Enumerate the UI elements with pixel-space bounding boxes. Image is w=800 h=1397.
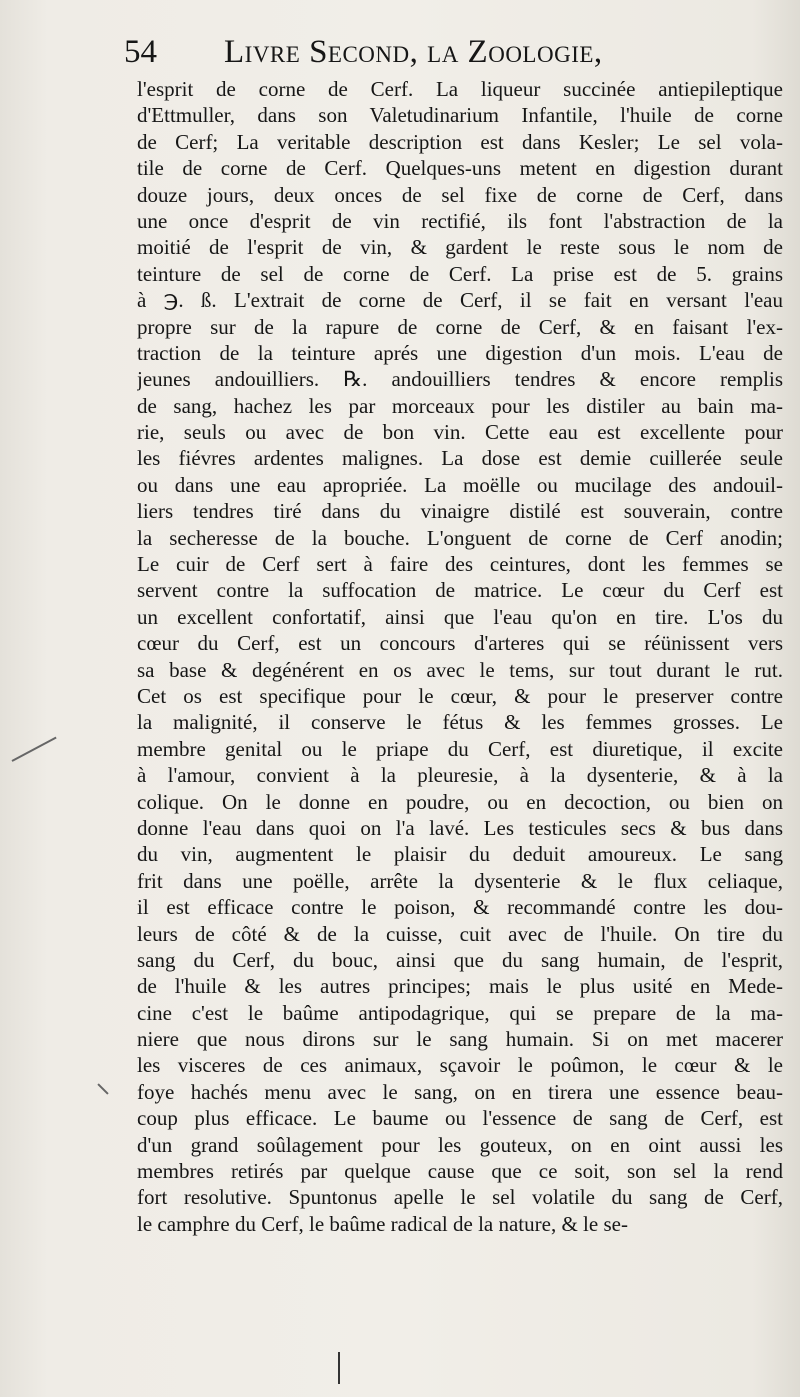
text-line: niere que nous dirons sur le sang humain. Si on met macerer — [137, 1027, 783, 1052]
text-line: frit dans une poëlle, arrête la dysenterie & le flux celiaque, — [137, 868, 783, 893]
text-line: douze jours, deux onces de sel fixe de corne de Cerf, dans — [137, 182, 783, 207]
text-line: un excellent confortatif, ainsi que l'eau qu'on en tire. L'os du — [137, 604, 783, 629]
text-line: membre genital ou le priape du Cerf, est diuretique, il excite — [137, 736, 783, 761]
text-line: membres retirés par quelque cause que ce soit, son sel la rend — [137, 1159, 783, 1184]
text-line: colique. On le donne en poudre, ou en decoction, ou bien on — [137, 789, 783, 814]
text-line: leurs de côté & de la cuisse, cuit avec de l'huile. On tire du — [137, 921, 783, 946]
text-line: foye hachés menu avec le sang, on en tirera une essence beau- — [137, 1079, 783, 1104]
page-number: 54 — [124, 34, 157, 70]
text-line: ou dans une eau apropriée. La moëlle ou mucilage des andouil- — [137, 472, 783, 497]
text-line: les visceres de ces animaux, sçavoir le poûmon, le cœur & le — [137, 1053, 783, 1078]
text-line: coup plus efficace. Le baume ou l'essence de sang de Cerf, est — [137, 1106, 783, 1131]
text-line: tile de corne de Cerf. Quelques-uns metent en digestion durant — [137, 156, 783, 181]
margin-mark — [338, 1352, 340, 1384]
text-line: servent contre la suffocation de matrice. Le cœur du Cerf est — [137, 578, 783, 603]
text-line: une once d'esprit de vin rectifié, ils font l'abstraction de la — [137, 208, 783, 233]
text-line: à l'amour, convient à la pleuresie, à la dysenterie, & à la — [137, 763, 783, 788]
text-line: la secheresse de la bouche. L'onguent de corne de Cerf anodin; — [137, 525, 783, 550]
text-line: Cet os est specifique pour le cœur, & pour le preserver contre — [137, 683, 783, 708]
text-line: à ℈. ß. L'extrait de corne de Cerf, il se fait en versant l'eau — [137, 288, 783, 313]
text-line: jeunes andouilliers. ℞. andouilliers tendres & encore remplis — [137, 367, 783, 392]
text-line: de Cerf; La veritable description est dans Kesler; Le sel vola- — [137, 129, 783, 154]
text-line: teinture de sel de corne de Cerf. La prise est de 5. grains — [137, 261, 783, 286]
text-line: de l'huile & les autres principes; mais le plus usité en Mede- — [137, 974, 783, 999]
text-line: l'esprit de corne de Cerf. La liqueur succinée antiepileptique — [137, 77, 783, 101]
text-line: de sang, hachez les par morceaux pour les distiler au bain ma- — [137, 393, 783, 418]
text-line: fort resolutive. Spuntonus apelle le sel volatile du sang de Cerf, — [137, 1185, 783, 1210]
text-line: il est efficace contre le poison, & recommandé contre les dou- — [137, 895, 783, 920]
text-line: sang du Cerf, du bouc, ainsi que du sang humain, de l'esprit, — [137, 947, 783, 972]
text-line: les fiévres ardentes malignes. La dose est demie cuillerée seule — [137, 446, 783, 471]
text-line: sa base & degénérent en os avec le tems, sur tout durant le rut. — [137, 657, 783, 682]
text-line: moitié de l'esprit de vin, & gardent le reste sous le nom de — [137, 235, 783, 260]
text-line: liers tendres tiré dans du vinaigre distilé est souverain, contre — [137, 499, 783, 524]
margin-mark — [12, 737, 57, 762]
text-line: cine c'est le baûme antipodagrique, qui se prepare de la ma- — [137, 1000, 783, 1025]
text-line: propre sur de la rapure de corne de Cerf, & en faisant l'ex- — [137, 314, 783, 339]
text-line: le camphre du Cerf, le baûme radical de la nature, & le se- — [137, 1211, 628, 1236]
text-line: rie, seuls ou avec de bon vin. Cette eau est excellente pour — [137, 420, 783, 445]
text-line: traction de la teinture aprés une digestion d'un mois. L'eau de — [137, 340, 783, 365]
text-line: d'Ettmuller, dans son Valetudinarium Infantile, l'huile de corne — [137, 103, 783, 128]
text-line: Le cuir de Cerf sert à faire des ceintures, dont les femmes se — [137, 552, 783, 577]
running-title: Livre Second, la Zoologie, — [224, 34, 603, 70]
page-header — [124, 30, 784, 74]
text-line: d'un grand soûlagement pour les gouteux, on en oint aussi les — [137, 1132, 783, 1157]
text-line: du vin, augmentent le plaisir du deduit amoureux. Le sang — [137, 842, 783, 867]
body-text — [137, 76, 783, 1237]
text-line: la malignité, il conserve le fétus & les femmes grosses. Le — [137, 710, 783, 735]
margin-mark — [97, 1083, 108, 1094]
text-line: donne l'eau dans quoi on l'a lavé. Les testicules secs & bus dans — [137, 815, 783, 840]
text-line: cœur du Cerf, est un concours d'arteres qui se réünissent vers — [137, 631, 783, 656]
